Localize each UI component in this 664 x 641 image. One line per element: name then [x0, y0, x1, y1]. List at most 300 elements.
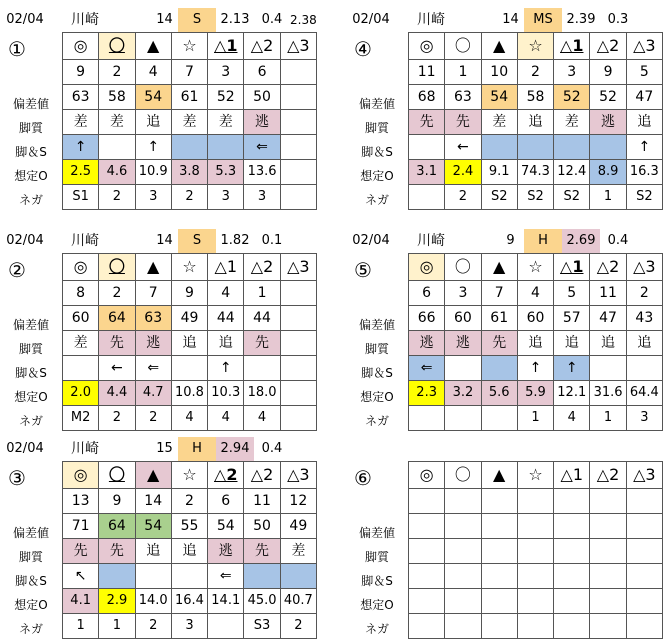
dev-cell	[409, 514, 445, 539]
nega-cell: 2	[280, 614, 316, 639]
odds-cell	[517, 589, 553, 614]
style-cell	[280, 331, 316, 356]
dev-cell: 52	[590, 85, 626, 110]
marks-cell: ▲	[135, 462, 171, 489]
nega-cell	[590, 614, 626, 639]
marks-cell: 〇	[445, 33, 481, 60]
grid-row-style	[409, 539, 663, 564]
grid-row-dev	[409, 306, 663, 331]
style-cell: 逃	[590, 110, 626, 135]
race-date: 02/04	[352, 233, 390, 248]
dev-cell: 44	[208, 306, 244, 331]
dev-cell: 52	[554, 85, 590, 110]
grid-row-dev	[409, 85, 663, 110]
grid-row-ashi	[409, 564, 663, 589]
race-class: S	[178, 229, 216, 253]
ashi-cell: ↑	[517, 356, 553, 381]
horses-cell	[445, 489, 481, 514]
row-label: 脚＆S	[361, 145, 393, 159]
dev-cell: 54	[208, 514, 244, 539]
horses-cell	[280, 281, 316, 306]
nega-cell: 3	[171, 614, 207, 639]
grid-row-style	[63, 539, 317, 564]
ashi-cell	[63, 356, 99, 381]
odds-cell	[554, 589, 590, 614]
index-value-1: 1.82	[220, 233, 250, 248]
index-value-3	[636, 8, 664, 32]
odds-cell	[590, 589, 626, 614]
style-cell: 差	[208, 110, 244, 135]
grid-row-odds	[409, 160, 663, 185]
odds-cell: 12.1	[554, 381, 590, 406]
marks-cell: ◎	[63, 462, 99, 489]
nega-cell	[481, 406, 517, 431]
row-label: 想定O	[14, 169, 48, 183]
horses-cell: 12	[280, 489, 316, 514]
grid-row-style	[409, 331, 663, 356]
horses-cell: 1	[445, 60, 481, 85]
grid-row-horses	[409, 281, 663, 306]
marks-cell: △1	[554, 462, 590, 489]
horses-cell: 9	[171, 281, 207, 306]
row-label: 偏差値	[12, 526, 49, 540]
marks-cell: △3	[280, 254, 316, 281]
nega-cell: S2	[517, 185, 553, 210]
dev-cell: 50	[244, 85, 280, 110]
row-label: 想定O	[14, 390, 48, 404]
ashi-cell	[481, 356, 517, 381]
row-label: 脚質	[364, 550, 389, 564]
style-cell: 差	[99, 110, 135, 135]
race-date: 02/04	[6, 12, 44, 27]
row-label: 脚＆S	[361, 574, 393, 588]
grid-row-horses	[63, 281, 317, 306]
odds-cell: 10.9	[135, 160, 171, 185]
race-class: MS	[524, 8, 562, 32]
odds-cell: 2.9	[99, 589, 135, 614]
dev-cell	[280, 85, 316, 110]
odds-cell: 14.1	[208, 589, 244, 614]
race-panel-4	[346, 229, 664, 429]
ashi-cell: ↑	[135, 135, 171, 160]
style-cell: 差	[280, 539, 316, 564]
nega-cell: S2	[481, 185, 517, 210]
nega-cell	[409, 185, 445, 210]
race-header	[346, 437, 664, 461]
dev-cell: 52	[208, 85, 244, 110]
odds-cell: 31.6	[590, 381, 626, 406]
dev-cell: 47	[590, 306, 626, 331]
style-cell	[481, 539, 517, 564]
runner-count: 14	[156, 12, 173, 27]
style-cell: 追	[626, 331, 662, 356]
grid-row-marks	[63, 33, 317, 60]
grid-row-dev	[63, 85, 317, 110]
race-header	[346, 229, 664, 253]
ashi-cell	[280, 564, 316, 589]
dev-cell: 61	[481, 306, 517, 331]
horses-cell: 5	[626, 60, 662, 85]
nega-cell: 4	[244, 406, 280, 431]
style-cell	[554, 539, 590, 564]
row-label: ネガ	[18, 414, 43, 428]
odds-cell: 3.1	[409, 160, 445, 185]
ashi-cell	[171, 564, 207, 589]
odds-cell: 8.9	[590, 160, 626, 185]
marks-cell: △1	[554, 33, 590, 60]
marks-cell: ☆	[171, 254, 207, 281]
ashi-cell	[135, 564, 171, 589]
odds-cell: 2.3	[409, 381, 445, 406]
style-cell: 逃	[135, 331, 171, 356]
odds-cell	[445, 589, 481, 614]
nega-cell: M2	[63, 406, 99, 431]
horses-cell: 1	[244, 281, 280, 306]
horses-cell	[517, 489, 553, 514]
style-cell: 逃	[208, 539, 244, 564]
grid-row-dev	[63, 514, 317, 539]
index-value-2	[600, 437, 636, 461]
dev-cell: 54	[135, 514, 171, 539]
race-class: S	[178, 8, 216, 32]
row-label: 脚質	[364, 121, 389, 135]
dev-cell: 71	[63, 514, 99, 539]
index-value-3	[636, 229, 664, 253]
row-label: 脚質	[18, 550, 43, 564]
style-cell: 先	[244, 539, 280, 564]
dev-cell: 61	[171, 85, 207, 110]
nega-cell: 3	[244, 185, 280, 210]
race-place	[406, 437, 456, 461]
row-label: 想定O	[14, 598, 48, 612]
dev-cell: 60	[63, 306, 99, 331]
ashi-cell	[626, 356, 662, 381]
marks-cell: 〇	[445, 462, 481, 489]
nega-cell	[626, 614, 662, 639]
horses-cell: 2	[99, 60, 135, 85]
race-number: ①	[8, 37, 26, 61]
odds-cell: 14.0	[135, 589, 171, 614]
odds-cell: 5.6	[481, 381, 517, 406]
grid-row-ashi	[63, 356, 317, 381]
grid-row-odds	[409, 589, 663, 614]
style-cell: 追	[171, 331, 207, 356]
ashi-cell	[280, 356, 316, 381]
runner-count: 14	[502, 12, 519, 27]
odds-cell: 3.2	[445, 381, 481, 406]
grid-row-odds	[63, 381, 317, 406]
horses-cell: 4	[208, 281, 244, 306]
race-number: ③	[8, 466, 26, 490]
marks-cell: △3	[626, 33, 662, 60]
ashi-cell	[590, 564, 626, 589]
nega-cell: 1	[63, 614, 99, 639]
row-label: 脚＆S	[15, 145, 47, 159]
odds-cell: 4.1	[63, 589, 99, 614]
odds-cell: 10.8	[171, 381, 207, 406]
dev-cell: 60	[517, 306, 553, 331]
nega-cell: 4	[208, 406, 244, 431]
marks-cell: ◎	[409, 33, 445, 60]
style-cell: 先	[99, 539, 135, 564]
row-label: 想定O	[360, 169, 394, 183]
ashi-cell: ←	[445, 135, 481, 160]
row-label: 脚＆S	[15, 574, 47, 588]
ashi-cell	[244, 564, 280, 589]
nega-cell: 4	[171, 406, 207, 431]
dev-cell: 63	[135, 306, 171, 331]
horses-cell: 2	[626, 281, 662, 306]
nega-cell	[517, 614, 553, 639]
grid-row-marks	[409, 33, 663, 60]
ashi-cell: ⇐	[208, 564, 244, 589]
marks-cell: △3	[280, 33, 316, 60]
nega-cell	[445, 406, 481, 431]
style-cell: 逃	[409, 331, 445, 356]
dev-cell	[445, 514, 481, 539]
nega-cell	[280, 406, 316, 431]
odds-cell: 74.3	[517, 160, 553, 185]
marks-cell: 〇	[99, 462, 135, 489]
runner-count: 9	[506, 233, 515, 248]
index-value-2: 0.1	[261, 233, 283, 248]
race-class	[524, 437, 562, 461]
grid-row-nega	[409, 614, 663, 639]
horses-cell: 5	[554, 281, 590, 306]
odds-cell: 2.4	[445, 160, 481, 185]
index-value-1	[562, 437, 600, 461]
dev-cell: 50	[244, 514, 280, 539]
ashi-cell	[208, 135, 244, 160]
index-value-3	[290, 229, 322, 253]
ashi-cell: ↑	[554, 356, 590, 381]
style-cell: 追	[554, 331, 590, 356]
style-cell: 追	[517, 331, 553, 356]
row-label: ネガ	[364, 622, 389, 636]
horses-cell: 8	[63, 281, 99, 306]
odds-cell	[280, 381, 316, 406]
marks-cell: △3	[626, 254, 662, 281]
odds-cell: 9.1	[481, 160, 517, 185]
marks-cell: △3	[626, 462, 662, 489]
nega-cell	[409, 406, 445, 431]
marks-cell: ◎	[409, 254, 445, 281]
marks-cell: 〇	[99, 254, 135, 281]
odds-cell: 4.7	[135, 381, 171, 406]
grid-row-marks	[63, 254, 317, 281]
marks-cell: △2	[590, 33, 626, 60]
nega-cell: 2	[171, 185, 207, 210]
ashi-cell: ⇐	[244, 135, 280, 160]
horses-cell	[626, 489, 662, 514]
grid-row-horses	[409, 60, 663, 85]
horses-cell: 6	[244, 60, 280, 85]
style-cell: 差	[554, 110, 590, 135]
style-cell: 先	[409, 110, 445, 135]
grid-row-nega	[63, 185, 317, 210]
dev-cell	[626, 514, 662, 539]
race-date: 02/04	[6, 233, 44, 248]
odds-cell: 16.4	[171, 589, 207, 614]
grid-row-odds	[63, 589, 317, 614]
style-cell: 追	[135, 110, 171, 135]
horses-cell: 7	[135, 281, 171, 306]
prediction-grid	[408, 461, 663, 639]
race-date: 02/04	[6, 441, 44, 456]
horses-cell: 11	[409, 60, 445, 85]
horses-cell: 6	[409, 281, 445, 306]
race-header	[346, 8, 664, 32]
index-value-1: 2.69	[562, 229, 600, 253]
grid-row-ashi	[409, 356, 663, 381]
race-class: H	[178, 437, 216, 461]
nega-cell: 1	[590, 185, 626, 210]
horses-cell: 11	[244, 489, 280, 514]
index-value-3	[636, 437, 664, 461]
marks-cell: 〇	[99, 33, 135, 60]
marks-cell: ☆	[517, 462, 553, 489]
nega-cell	[280, 185, 316, 210]
odds-cell: 16.3	[626, 160, 662, 185]
dev-cell: 68	[409, 85, 445, 110]
dev-cell	[280, 306, 316, 331]
grid-row-ashi	[409, 135, 663, 160]
ashi-cell	[517, 135, 553, 160]
ashi-cell	[445, 356, 481, 381]
grid-row-ashi	[63, 564, 317, 589]
marks-cell: △3	[280, 462, 316, 489]
row-label: 想定O	[360, 390, 394, 404]
ashi-cell: ⇐	[409, 356, 445, 381]
runner-count: 14	[156, 233, 173, 248]
horses-cell: 2	[517, 60, 553, 85]
horses-cell: 14	[135, 489, 171, 514]
marks-cell: △1	[208, 33, 244, 60]
dev-cell: 58	[517, 85, 553, 110]
race-place: 川崎	[417, 233, 445, 249]
index-value-3	[290, 437, 322, 461]
style-cell: 追	[626, 110, 662, 135]
style-cell: 先	[445, 110, 481, 135]
dev-cell: 60	[445, 306, 481, 331]
row-label: 脚＆S	[361, 366, 393, 380]
style-cell: 逃	[445, 331, 481, 356]
style-cell: 追	[208, 331, 244, 356]
horses-cell: 9	[590, 60, 626, 85]
index-value-1: 2.94	[216, 437, 254, 461]
horses-cell: 7	[171, 60, 207, 85]
style-cell: 追	[590, 331, 626, 356]
ashi-cell: ↑	[63, 135, 99, 160]
grid-row-style	[63, 110, 317, 135]
horses-cell: 4	[517, 281, 553, 306]
dev-cell: 54	[135, 85, 171, 110]
row-label: 脚質	[18, 121, 43, 135]
marks-cell: ▲	[135, 33, 171, 60]
style-cell: 差	[63, 331, 99, 356]
horses-cell: 3	[445, 281, 481, 306]
ashi-cell	[481, 135, 517, 160]
marks-cell: 〇	[445, 254, 481, 281]
marks-cell: △2	[208, 462, 244, 489]
odds-cell: 5.9	[517, 381, 553, 406]
index-value-2: 0.3	[607, 12, 629, 27]
horses-cell: 6	[208, 489, 244, 514]
ashi-cell	[409, 135, 445, 160]
index-value-2: 0.4	[261, 12, 283, 27]
marks-cell: △1	[208, 254, 244, 281]
race-date	[346, 437, 396, 461]
row-label: 偏差値	[12, 97, 49, 111]
race-place: 川崎	[71, 233, 99, 249]
race-panel-2	[346, 8, 664, 208]
horses-cell: 11	[590, 281, 626, 306]
horses-cell: 9	[63, 60, 99, 85]
style-cell: 追	[135, 539, 171, 564]
race-header	[0, 229, 320, 253]
style-cell: 逃	[244, 110, 280, 135]
race-number: ④	[354, 37, 372, 61]
horses-cell: 2	[171, 489, 207, 514]
nega-cell: 2	[135, 406, 171, 431]
row-label: 脚質	[18, 342, 43, 356]
ashi-cell	[171, 135, 207, 160]
style-cell	[590, 539, 626, 564]
grid-row-dev	[409, 514, 663, 539]
nega-cell: S1	[63, 185, 99, 210]
grid-row-odds	[409, 381, 663, 406]
style-cell	[409, 539, 445, 564]
odds-cell: 40.7	[280, 589, 316, 614]
index-value-1: 2.13	[220, 12, 250, 27]
marks-cell: △2	[244, 462, 280, 489]
horses-cell: 2	[99, 281, 135, 306]
ashi-cell	[99, 564, 135, 589]
ashi-cell: ↑	[208, 356, 244, 381]
dev-cell	[590, 514, 626, 539]
nega-cell: S2	[554, 185, 590, 210]
nega-cell: 3	[626, 406, 662, 431]
race-class: H	[524, 229, 562, 253]
odds-cell	[481, 589, 517, 614]
ashi-cell: ⇐	[135, 356, 171, 381]
style-cell: 追	[171, 539, 207, 564]
grid-row-style	[409, 110, 663, 135]
style-cell: 追	[517, 110, 553, 135]
style-cell: 差	[481, 110, 517, 135]
runner-count	[498, 437, 523, 461]
race-number: ⑥	[354, 466, 372, 490]
dev-cell: 43	[626, 306, 662, 331]
odds-cell: 4.6	[99, 160, 135, 185]
prediction-grid	[408, 32, 663, 210]
ashi-cell	[99, 135, 135, 160]
marks-cell: △2	[244, 254, 280, 281]
horses-cell	[280, 60, 316, 85]
ashi-cell	[590, 135, 626, 160]
grid-row-odds	[63, 160, 317, 185]
dev-cell: 44	[244, 306, 280, 331]
ashi-cell	[244, 356, 280, 381]
style-cell: 先	[63, 539, 99, 564]
marks-cell: △2	[590, 254, 626, 281]
grid-row-ashi	[63, 135, 317, 160]
dev-cell: 54	[481, 85, 517, 110]
ashi-cell	[280, 135, 316, 160]
nega-cell: 2	[445, 185, 481, 210]
style-cell: 先	[244, 331, 280, 356]
nega-cell	[554, 614, 590, 639]
